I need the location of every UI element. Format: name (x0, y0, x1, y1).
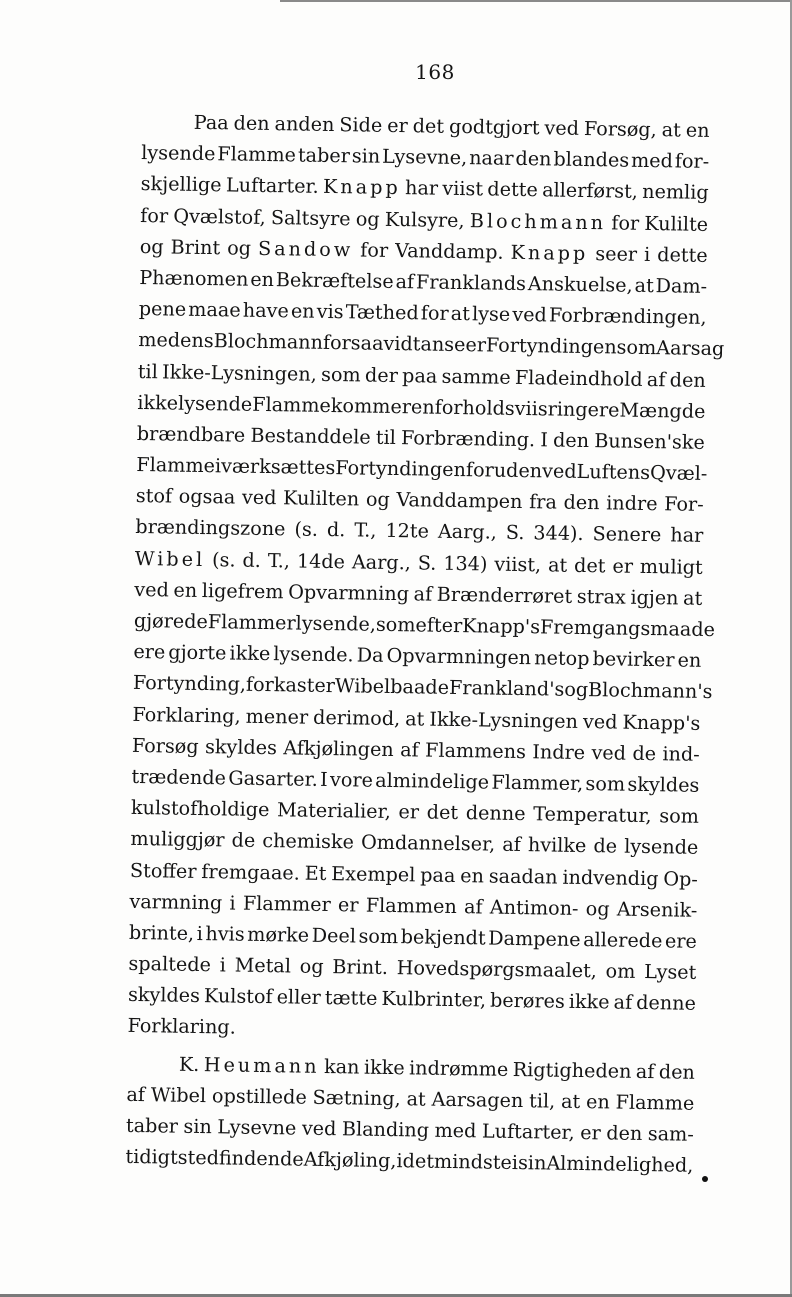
text-line: pene maae have en vis Tæthed for at lyse ved Forbrændingen, (138, 297, 707, 330)
text-line: Fortynding, forkaster Wibel baade Frankland's og Blochmann's (132, 671, 713, 704)
text-line: brændbare Bestanddele til Forbrænding. I den Bunsen'ske (136, 421, 705, 454)
page-number: 168 (415, 60, 455, 84)
text-line: brinte, i hvis mørke Deel som bekjendt Dampene allerede ere (128, 920, 698, 953)
text-line: Flamme iværksættes Fortyndingen foruden ved Luftens Qvæl- (136, 453, 708, 485)
ink-dot-mark (702, 1176, 708, 1182)
text-line: spaltede i Metal og Brint. Hovedspørgsmaalet, om Lyset (128, 951, 697, 984)
text-line: stof ogsaa ved Kulilten og Vanddampen fra den indre For- (135, 484, 704, 517)
text-line: Forsøg skyldes Afkjølingen af Flammens Indre ved de ind- (131, 733, 700, 766)
text-line: Forklaring, mener derimod, at Ikke-Lysningen ved Knapp's (132, 702, 701, 735)
text-line: ere gjorte ikke lysende. Da Opvarmningen netop bevirker en (133, 640, 702, 673)
text-line: af Wibel opstillede Sætning, at Aarsagen til, at en Flamme (126, 1082, 695, 1115)
body-text (125, 106, 725, 1181)
text-line: Phænomen en Bekræftelse af Franklands Anskuelse, at Dam- (139, 265, 708, 298)
text-line: muliggjør de chemiske Omdannelser, af hvilke de lysende (130, 827, 699, 860)
text-line: og Brint og Sandow for Vanddamp. Knapp seer i dette (139, 234, 708, 267)
text-line: brændingszone (s. d. T., 12te Aarg., S. 344). Senere har (135, 515, 704, 548)
text-line: Paa den anden Side er det godtgjort ved Forsøg, at en (193, 110, 710, 142)
text-line: medens Blochmann forsaavidt anseer Fortyndingen som Aarsag (138, 328, 725, 361)
text-line: for Qvælstof, Saltsyre og Kulsyre, Blochmann for Kulilte (140, 203, 709, 236)
text-line: Forklaring. (127, 1014, 236, 1040)
text-line: Wibel (s. d. T., 14de Aarg., S. 134) viist, at det er muligt (134, 546, 703, 579)
paragraph-1 (127, 106, 725, 1050)
text-line: kulstofholdige Materialier, er det denne Temperatur, som (130, 796, 700, 828)
text-line: tidigt stedfindende Afkjøling, idetmindste i sin Almindelighed, (125, 1145, 694, 1177)
text-line: ikke lysende Flamme kommer en forholdsviis ringere Mængde (137, 390, 706, 423)
text-line: ved en ligefrem Opvarmning af Brænderrøret strax igjen at (134, 577, 703, 610)
text-line: til Ikke-Lysningen, som der paa samme Fladeindhold af den (137, 359, 706, 392)
text-line: lysende Flamme taber sin Lysevne, naar den blandes med for- (141, 141, 710, 174)
text-line: skyldes Kulstof eller tætte Kulbrinter, berøres ikke af denne (127, 983, 697, 1016)
text-line: gjøre de Flammer lysende, som efter Knapp's Fremgangsmaade (133, 608, 716, 642)
paragraph-2 (125, 1048, 695, 1182)
top-border-line (280, 0, 792, 2)
text-line: K. Heumann kan ikke indrømme Rigtigheden af den (178, 1052, 696, 1084)
text-line: trædende Gasarter. I vore almindelige Flammer, som skyldes (131, 764, 700, 797)
text-line: Stoffer fremgaae. Et Exempel paa en saadan indvendig Op- (129, 858, 699, 891)
text-line: varmning i Flammer er Flammen af Antimon- og Arsenik- (129, 889, 698, 922)
text-line: skjellige Luftarter. Knapp har viist dette allerførst, nemlig (140, 172, 709, 205)
text-line: taber sin Lysevne ved Blanding med Luftarter, er den sam- (125, 1113, 695, 1146)
